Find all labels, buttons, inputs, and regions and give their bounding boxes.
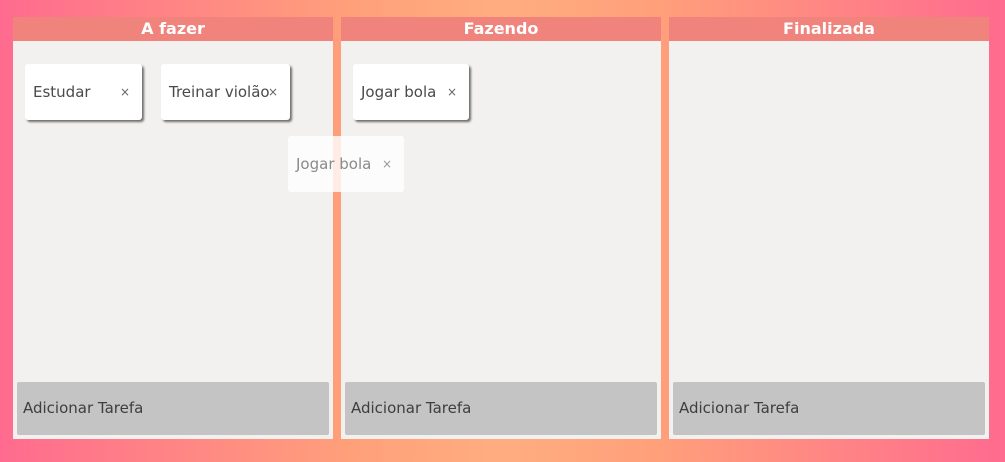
column-fazendo: [341, 17, 661, 439]
column-drop-zone[interactable]: [341, 41, 661, 439]
close-icon[interactable]: ×: [381, 157, 392, 171]
dragging-task-card[interactable]: [288, 136, 404, 192]
column-drop-zone[interactable]: [13, 41, 333, 439]
close-icon[interactable]: ×: [119, 85, 130, 99]
column-title: Finalizada: [669, 17, 989, 41]
task-card[interactable]: [161, 64, 290, 120]
column-title: Fazendo: [341, 17, 661, 41]
column-drop-zone[interactable]: [669, 41, 989, 439]
task-label: Jogar bola: [296, 155, 372, 173]
add-task-button[interactable]: Adicionar Tarefa: [345, 382, 657, 435]
column-a-fazer: [13, 17, 333, 439]
task-card[interactable]: [25, 64, 142, 120]
column-finalizada: [669, 17, 989, 439]
task-label: Jogar bola: [361, 83, 437, 101]
add-task-button[interactable]: Adicionar Tarefa: [17, 382, 329, 435]
task-card[interactable]: [353, 64, 469, 120]
close-icon[interactable]: ×: [446, 85, 457, 99]
add-task-button[interactable]: Adicionar Tarefa: [673, 382, 985, 435]
task-label: Treinar violão: [169, 83, 270, 101]
task-label: Estudar: [33, 83, 91, 101]
close-icon[interactable]: ×: [267, 85, 278, 99]
column-title: A fazer: [13, 17, 333, 41]
